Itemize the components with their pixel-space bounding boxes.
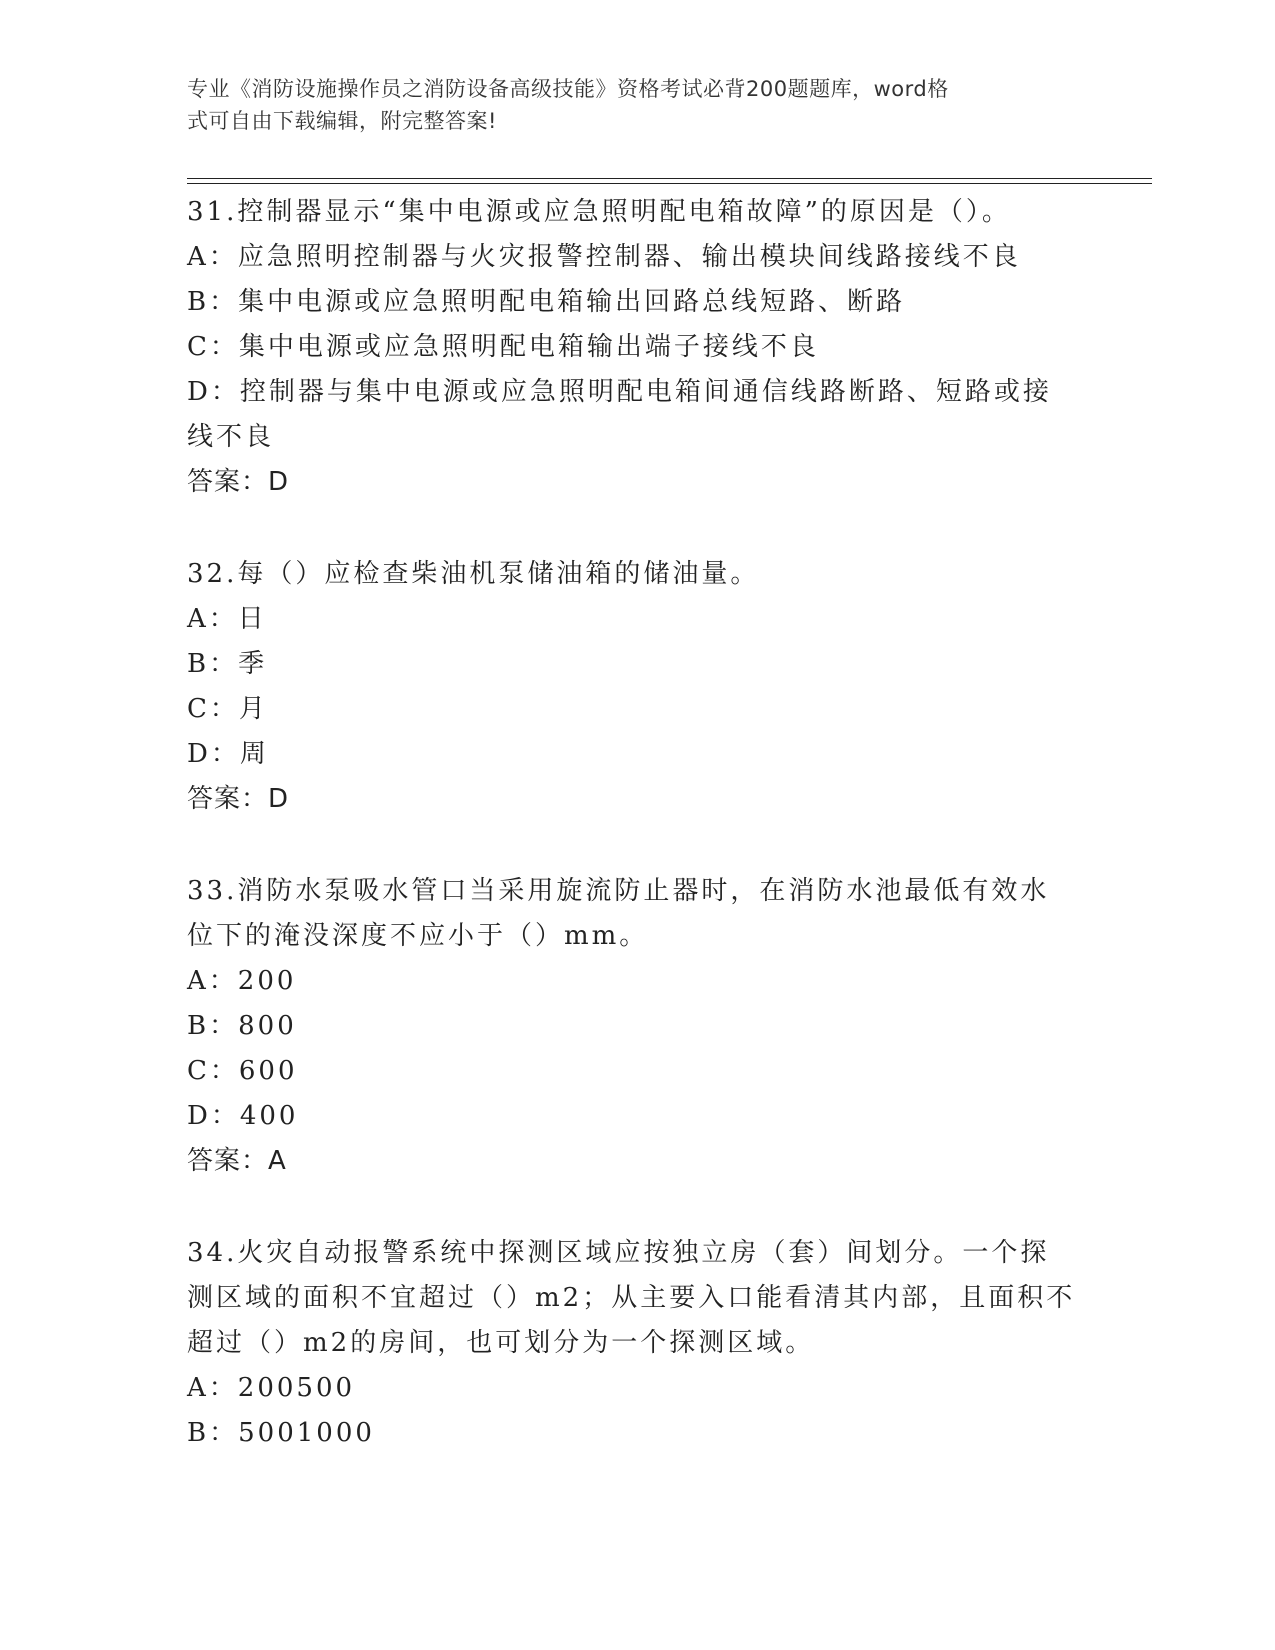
option-d: D：周 — [187, 739, 269, 769]
header-line-1: 专业《消防设施操作员之消防设备高级技能》资格考试必背200题题库，word格 — [187, 77, 949, 101]
option-a: A：应急照明控制器与火灾报警控制器、输出模块间线路接线不良 — [187, 242, 1021, 272]
option-a: A：200500 — [187, 1373, 356, 1403]
question-34 — [187, 1231, 1077, 1456]
answer: 答案：D — [187, 467, 290, 497]
answer: 答案：A — [187, 1146, 287, 1176]
option-c: C：600 — [187, 1056, 298, 1086]
answer: 答案：D — [187, 784, 290, 814]
question-31 — [187, 190, 1077, 505]
option-c: C：月 — [187, 694, 268, 724]
option-a: A：日 — [187, 604, 267, 634]
option-b: B：集中电源或应急照明配电箱输出回路总线短路、断路 — [187, 287, 906, 317]
question-33 — [187, 869, 1077, 1184]
header-divider-bottom — [187, 183, 1152, 184]
option-d: D：400 — [187, 1101, 299, 1131]
question-list — [187, 190, 1077, 1456]
question-32 — [187, 552, 1077, 822]
question-stem: 34.火灾自动报警系统中探测区域应按独立房（套）间划分。一个探测区域的面积不宜超过（）m2；从主要入口能看清其内部，且面积不超过（）m2的房间，也可划分为一个探测区域。 — [187, 1238, 1076, 1358]
header-divider-top — [187, 178, 1152, 179]
question-stem: 33.消防水泵吸水管口当采用旋流防止器时，在消防水池最低有效水位下的淹没深度不应小于（）mm。 — [187, 876, 1050, 951]
option-a: A：200 — [187, 966, 297, 996]
question-stem: 31.控制器显示“集中电源或应急照明配电箱故障”的原因是（）。 — [187, 197, 1011, 227]
option-b: B：季 — [187, 649, 268, 679]
option-c: C：集中电源或应急照明配电箱输出端子接线不良 — [187, 332, 819, 362]
document-header — [187, 73, 1067, 137]
option-b: B：800 — [187, 1011, 297, 1041]
question-stem: 32.每（）应检查柴油机泵储油箱的储油量。 — [187, 559, 760, 589]
header-line-2: 式可自由下载编辑，附完整答案! — [187, 109, 497, 133]
option-d: D：控制器与集中电源或应急照明配电箱间通信线路断路、短路或接线不良 — [187, 377, 1052, 452]
option-b: B：5001000 — [187, 1418, 375, 1448]
